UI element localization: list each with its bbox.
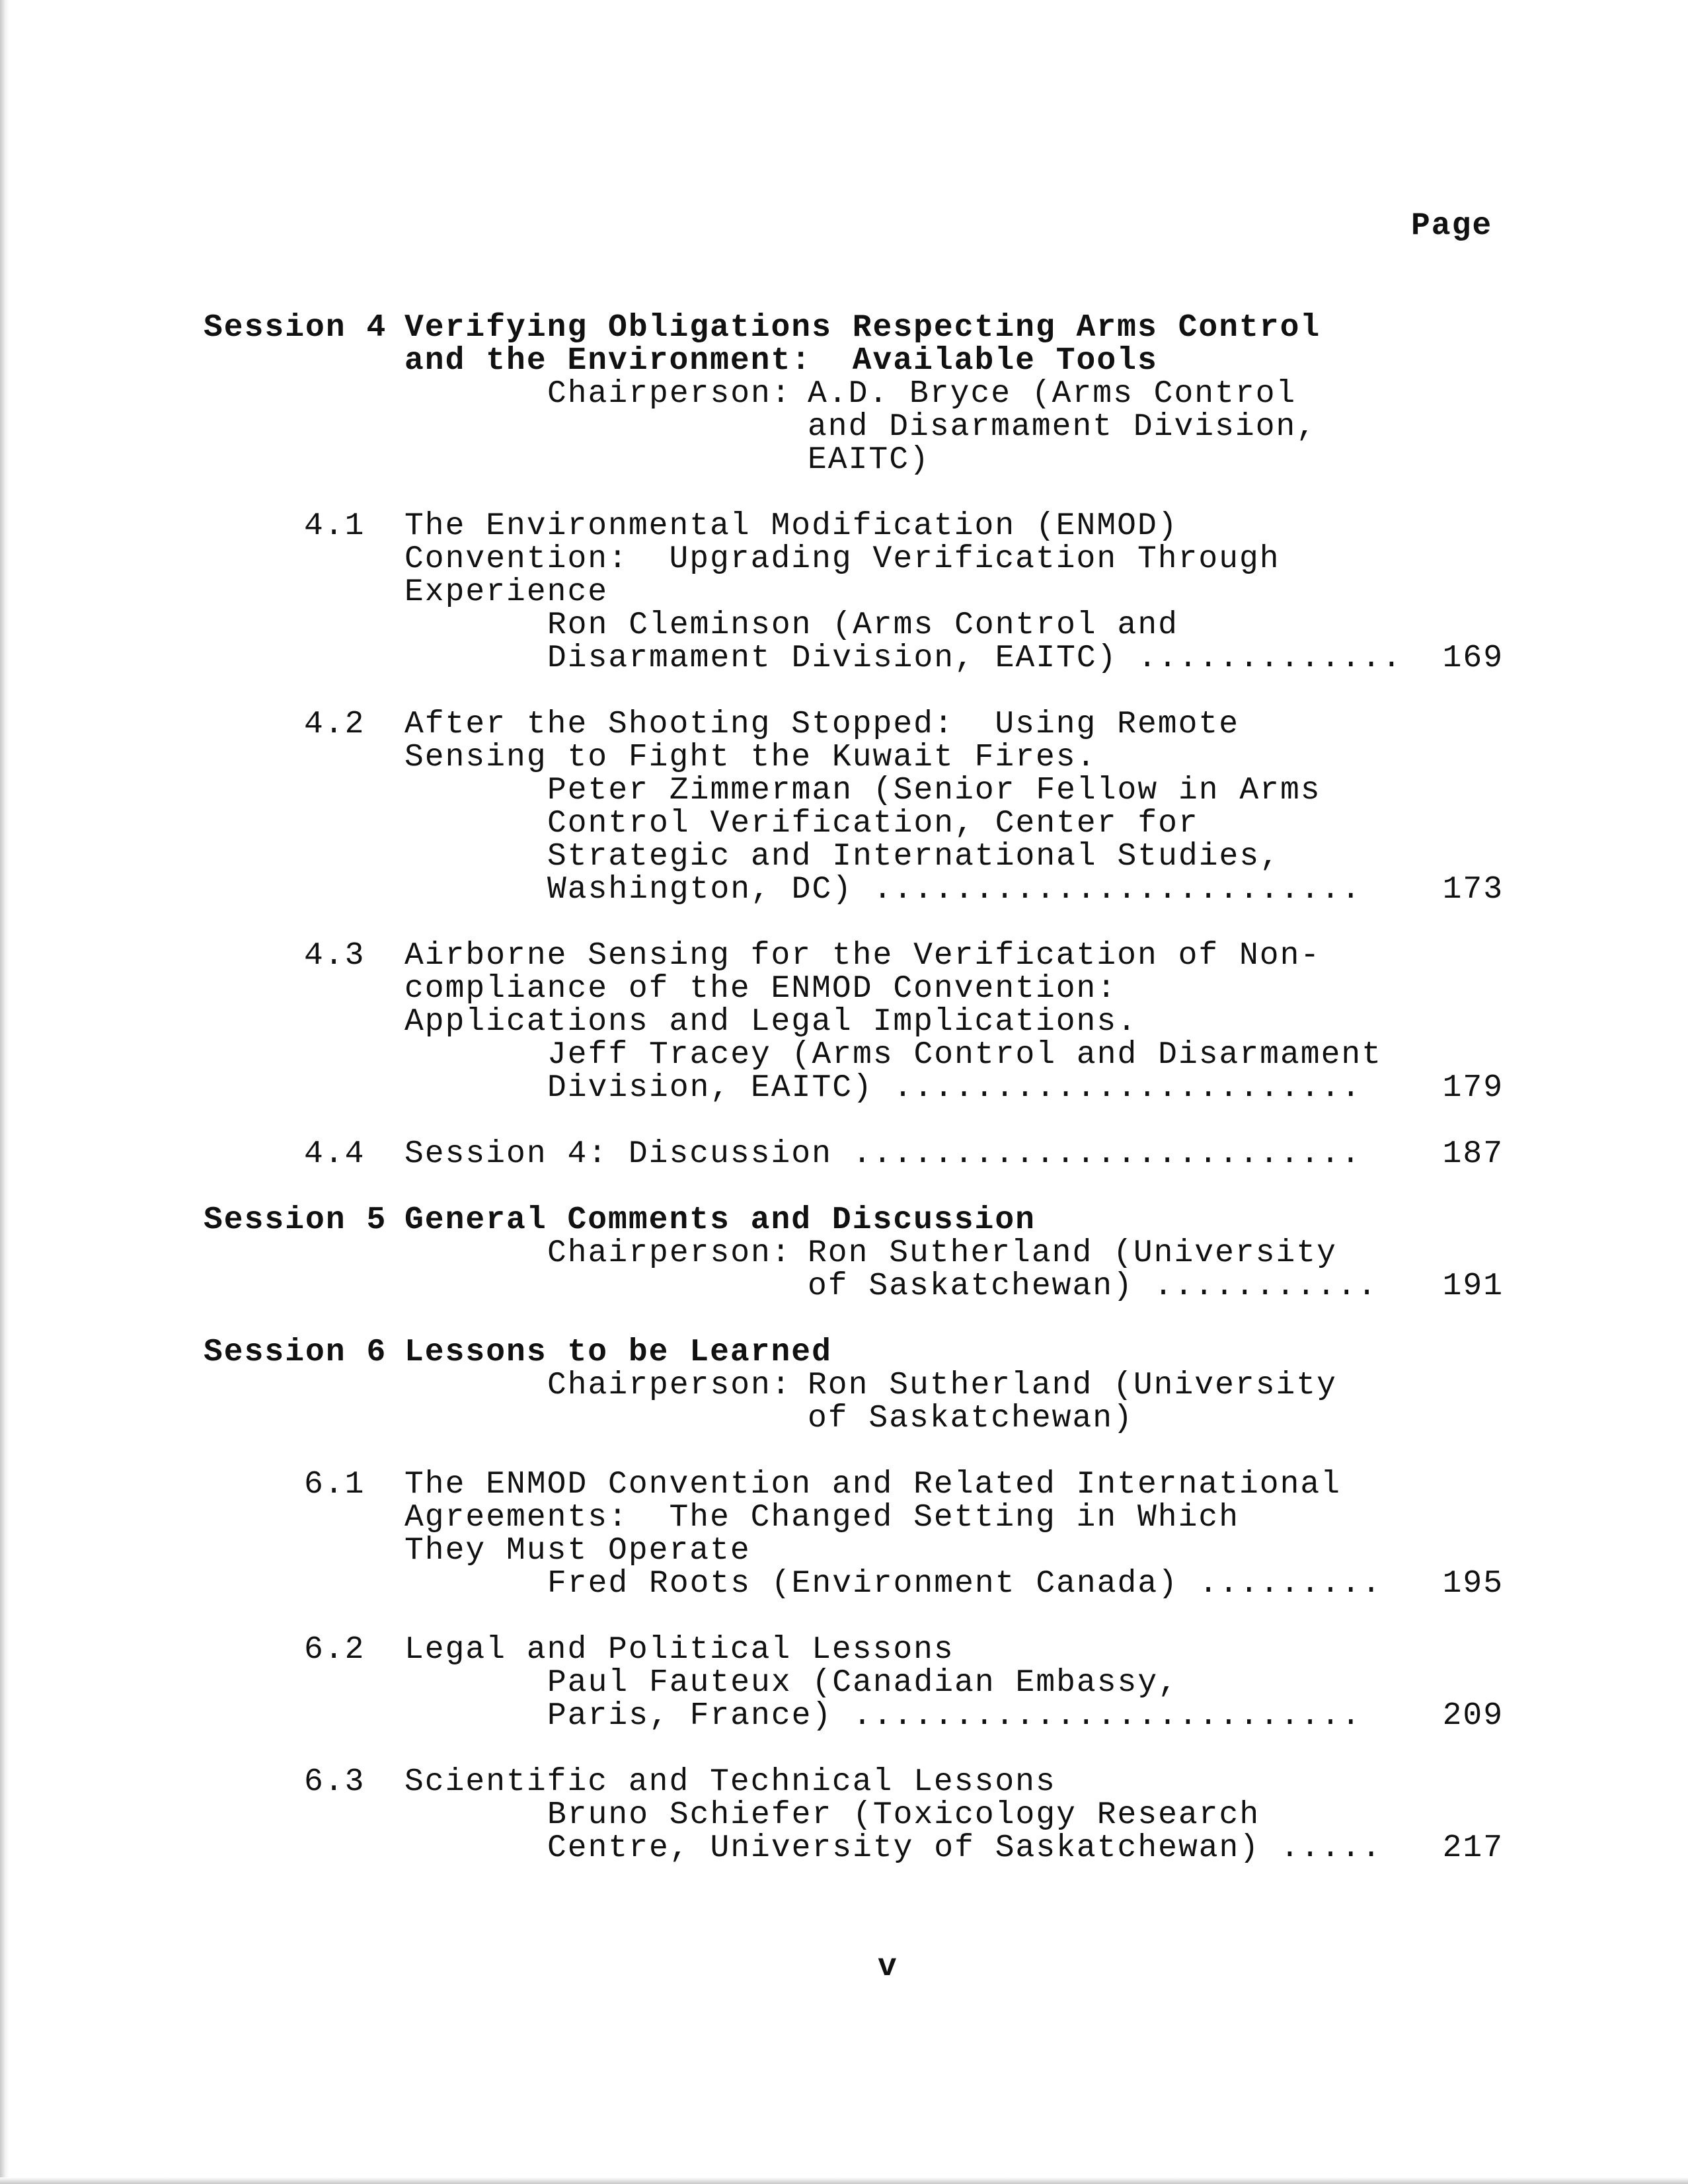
entry-title-line: Session 4: Discussion ......................... xyxy=(404,1136,1362,1172)
entry-page-number: 169 xyxy=(1442,641,1504,676)
entry-author-line: Control Verification, Center for xyxy=(547,806,1199,841)
entry-title-line: Scientific and Technical Lessons xyxy=(404,1764,1056,1800)
entry-title-line: compliance of the ENMOD Convention: xyxy=(404,971,1118,1007)
entry-author-line: Disarmament Division, EAITC) ............. xyxy=(547,641,1402,676)
entry-author-line: Washington, DC) ........................ xyxy=(547,872,1362,908)
session-title-line: Lessons to be Learned xyxy=(404,1335,832,1370)
chairperson-label: Chairperson: xyxy=(547,1368,792,1403)
entry-page-number: 173 xyxy=(1442,872,1504,908)
entry-title-line: After the Shooting Stopped: Using Remote xyxy=(404,707,1239,742)
entry-number: 6.1 xyxy=(304,1467,365,1502)
entry-number: 4.1 xyxy=(304,508,365,544)
entry-title-line: The ENMOD Convention and Related International xyxy=(404,1467,1342,1502)
scan-edge-bottom xyxy=(0,2177,1688,2184)
session-title-line: Verifying Obligations Respecting Arms Control xyxy=(404,310,1321,346)
entry-page-number: 195 xyxy=(1442,1566,1504,1602)
chairperson-line: of Saskatchewan) ........... xyxy=(808,1268,1378,1304)
entry-number: 4.3 xyxy=(304,938,365,974)
session-title-line: and the Environment: Available Tools xyxy=(404,343,1158,379)
session-label: Session 5 xyxy=(204,1202,387,1238)
chairperson-label: Chairperson: xyxy=(547,376,792,412)
entry-page-number: 209 xyxy=(1442,1698,1504,1734)
entry-title-line: Legal and Political Lessons xyxy=(404,1632,954,1668)
entry-number: 4.4 xyxy=(304,1136,365,1172)
session-label: Session 4 xyxy=(204,310,387,346)
chairperson-line: Ron Sutherland (University xyxy=(808,1235,1337,1271)
scan-edge-left xyxy=(0,0,9,2184)
entry-title-line: Convention: Upgrading Verification Through xyxy=(404,541,1280,577)
entry-page-number: 191 xyxy=(1442,1268,1504,1304)
entry-number: 6.2 xyxy=(304,1632,365,1668)
page-column-header: Page xyxy=(1411,208,1493,244)
chairperson-line: EAITC) xyxy=(808,442,930,478)
footer-page-number: v xyxy=(878,1949,898,1985)
entry-author-line: Fred Roots (Environment Canada) ......... xyxy=(547,1566,1382,1602)
chairperson-line: and Disarmament Division, xyxy=(808,409,1317,445)
entry-author-line: Centre, University of Saskatchewan) ..... xyxy=(547,1830,1382,1866)
entry-author-line: Paul Fauteux (Canadian Embassy, xyxy=(547,1665,1178,1701)
entry-title-line: Applications and Legal Implications. xyxy=(404,1004,1137,1040)
entry-title-line: Airborne Sensing for the Verification of Non- xyxy=(404,938,1321,974)
session-label: Session 6 xyxy=(204,1335,387,1370)
entry-title-line: Agreements: The Changed Setting in Which xyxy=(404,1500,1239,1536)
entry-author-line: Division, EAITC) ....................... xyxy=(547,1070,1362,1106)
chairperson-label: Chairperson: xyxy=(547,1235,792,1271)
entry-author-line: Jeff Tracey (Arms Control and Disarmament xyxy=(547,1037,1382,1073)
entry-number: 4.2 xyxy=(304,707,365,742)
entry-author-line: Strategic and International Studies, xyxy=(547,839,1280,875)
entry-author-line: Bruno Schiefer (Toxicology Research xyxy=(547,1797,1260,1833)
entry-title-line: Experience xyxy=(404,574,609,610)
chairperson-line: Ron Sutherland (University xyxy=(808,1368,1337,1403)
entry-author-line: Paris, France) ......................... xyxy=(547,1698,1362,1734)
entry-title-line: Sensing to Fight the Kuwait Fires. xyxy=(404,740,1097,775)
entry-author-line: Peter Zimmerman (Senior Fellow in Arms xyxy=(547,773,1321,808)
entry-page-number: 179 xyxy=(1442,1070,1504,1106)
entry-page-number: 217 xyxy=(1442,1830,1504,1866)
entry-title-line: They Must Operate xyxy=(404,1533,751,1569)
entry-author-line: Ron Cleminson (Arms Control and xyxy=(547,607,1178,643)
session-title-line: General Comments and Discussion xyxy=(404,1202,1036,1238)
entry-page-number: 187 xyxy=(1442,1136,1504,1172)
entry-number: 6.3 xyxy=(304,1764,365,1800)
entry-title-line: The Environmental Modification (ENMOD) xyxy=(404,508,1178,544)
chairperson-line: A.D. Bryce (Arms Control xyxy=(808,376,1297,412)
chairperson-line: of Saskatchewan) xyxy=(808,1401,1133,1436)
